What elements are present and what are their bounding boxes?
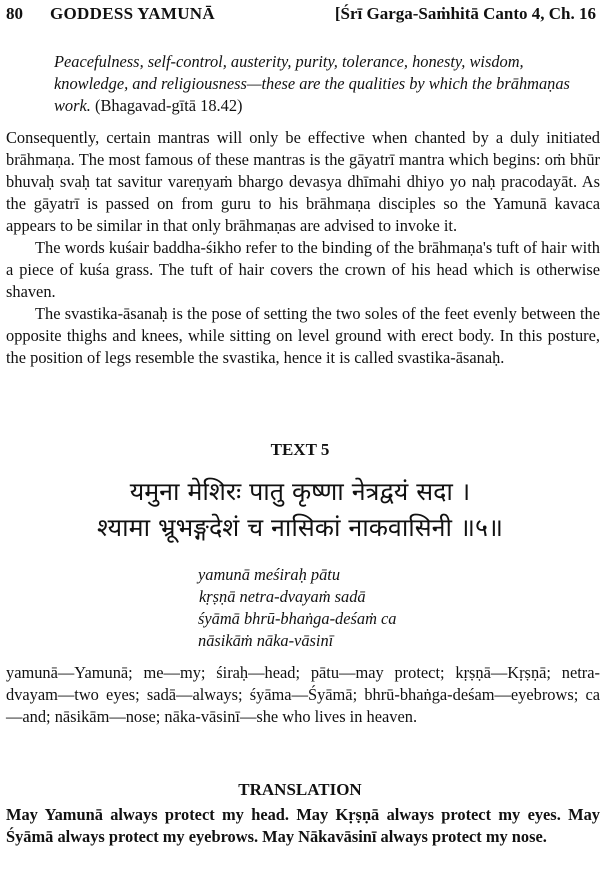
verse-line: śyāmā bhrū-bhaṅga-deśaṁ ca xyxy=(198,609,397,628)
epigraph-quote xyxy=(54,51,599,117)
synonyms-text: yamunā—Yamunā; me—my; śiraḥ—head; pātu—may protect; kṛṣṇā—Kṛṣṇā; netra-dvayam—two eyes; sadā—always; śyāma—Śyāmā; bhrū-bhaṅga-deśam—eyebrows; ca—and; nāsikām—nose; nāka-vāsinī—she who lives in heaven. xyxy=(6,663,600,726)
synonyms xyxy=(6,662,600,728)
page-number: 80 xyxy=(6,4,23,23)
running-header xyxy=(6,4,596,28)
verse-line: yamunā meśiraḥ pātu xyxy=(198,565,341,584)
verse-line: kṛṣṇā netra-dvayaṁ sadā xyxy=(199,587,366,606)
paragraph: The svastika-āsanaḥ is the pose of setting the two soles of the feet evenly between the opposite thighs and knees, while sitting on level ground with erect body. In this posture, the position of legs resemble the svastika, hence it is called svastika-āsanaḥ. xyxy=(6,304,600,367)
quote-source: (Bhagavad-gītā 18.42) xyxy=(95,96,243,115)
sanskrit-verse-line-2: श्यामा भ्रूभङ्गदेशं च नासिकां नाकवासिनी ॥५॥ xyxy=(97,513,503,542)
chapter-reference: [Śrī Garga-Saṁhitā Canto 4, Ch. 16 xyxy=(334,4,596,23)
commentary xyxy=(6,127,600,369)
transliteration-verse xyxy=(198,564,396,652)
book-title: GODDESS YAMUNĀ xyxy=(50,4,215,23)
paragraph: Consequently, certain mantras will only be effective when chanted by a duly initiated brāhmaṇa. The most famous of these mantras is the gāyatrī mantra which begins: oṁ bhūr bhuvaḥ svaḥ tat savitur vareṇyaṁ bhargo devasya dhīmahi dhiyo yo naḥ pracodayāt. As the gāyatrī is passed on from guru to his brāhmaṇa disciples so the Yamunā kavaca appears to be similar in that only brāhmaṇas are advised to invoke it. xyxy=(6,128,600,235)
text-number-heading: TEXT 5 xyxy=(270,440,330,459)
paragraph: The words kuśair baddha-śikho refer to the binding of the brāhmaṇa's tuft of hair with a piece of kuśa grass. The tuft of hair covers the crown of his head which is otherwise shaven. xyxy=(6,238,600,301)
sanskrit-verse-line-1: यमुना मेशिरः पातु कृष्णा नेत्रद्वयं सदा । xyxy=(129,477,471,506)
verse-line: nāsikāṁ nāka-vāsinī xyxy=(198,631,334,650)
translation-text: May Yamunā always protect my head. May Kṛṣṇā always protect my eyes. May Śyāmā always protect my eyebrows. May Nākavāsinī always protect my nose. xyxy=(6,805,600,846)
quote-text: Peacefulness, self-control, austerity, purity, tolerance, honesty, wisdom, knowledge, and religiousness—these are the qualities by which the brāhmaṇas work. xyxy=(54,52,570,115)
translation-heading: TRANSLATION xyxy=(238,780,362,799)
